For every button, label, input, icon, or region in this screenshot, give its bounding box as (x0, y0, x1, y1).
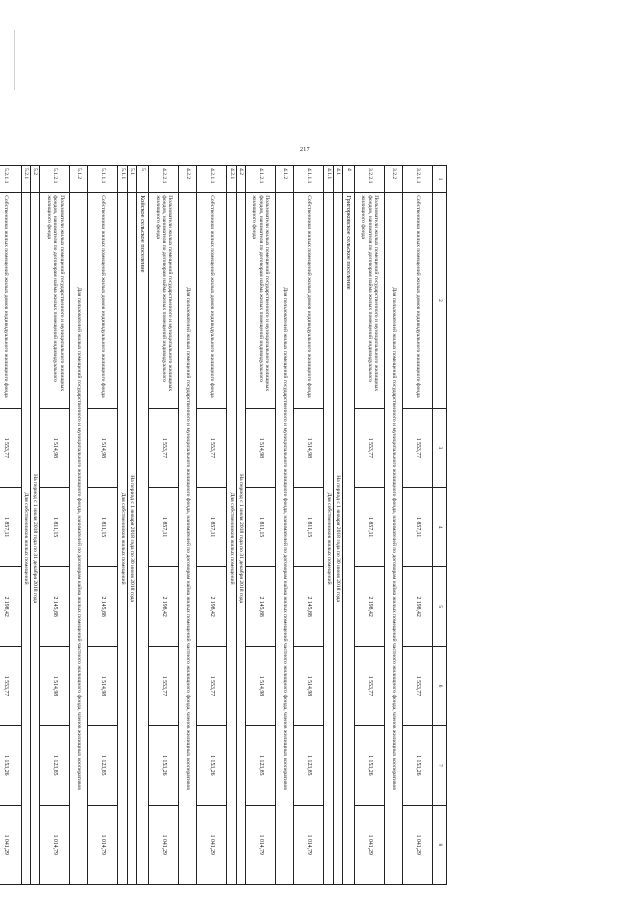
value-cell: 1 553,77 (0, 408, 21, 487)
value-cell: 1 153,26 (355, 726, 385, 805)
section-row (276, 166, 294, 885)
value-cell: 1 514,98 (246, 408, 276, 487)
row-code: 4.1.2.1 (246, 166, 276, 193)
column-header: 5 (433, 567, 447, 646)
section-row (179, 166, 197, 885)
value-cell: 1 857,11 (355, 488, 385, 567)
value-cell: 1 811,15 (294, 488, 324, 567)
row-code: 4.1 (333, 166, 342, 193)
page-number: 217 (300, 147, 310, 153)
value-cell: 1 553,77 (149, 408, 179, 487)
row-label: Собственники жилых помещений жилых домов индивидуального жилищного фонда (294, 193, 324, 408)
value-cell: 1 553,77 (0, 646, 21, 725)
row-code: 5.1.1.1 (88, 166, 118, 193)
value-cell: 1 041,29 (149, 805, 179, 884)
value-cell: 1 857,11 (403, 488, 433, 567)
value-cell: 1 811,15 (246, 488, 276, 567)
row-code: 3.2.2 (385, 166, 403, 193)
section-heading: Для пользователей жилых помещений государственного и муниципального жилищного фонда, нанимателей по договорам найма жилых помещений частного жилищного фонда, членов жилищных кооперативов (276, 193, 294, 885)
section-heading: Для пользователей жилых помещений государственного и муниципального жилищного фонда, нанимателей по договорам найма жилых помещений частного жилищного фонда, членов жилищных кооперативов (385, 193, 403, 885)
scan-edge-mark (14, 30, 15, 90)
column-number-row (433, 166, 447, 885)
row-label: Пользователи жилых помещений государственного и муниципального жилищных фондов, нанимателя по договорам найма жилых помещений индивидуального жилищного фонда (149, 193, 179, 408)
column-header: 6 (433, 646, 447, 725)
table-row (40, 166, 70, 885)
section-heading: Для пользователей жилых помещений государственного и муниципального жилищного фонда, нанимателей по договорам найма жилых помещений частного жилищного фонда, членов жилищных кооперативов (70, 193, 88, 885)
row-code: 5.1.2 (70, 166, 88, 193)
value-cell: 2 198,42 (197, 567, 227, 646)
value-cell: 1 514,98 (88, 408, 118, 487)
value-cell: 1 041,29 (197, 805, 227, 884)
column-header: 8 (433, 805, 447, 884)
section-row (127, 166, 136, 885)
rotated-table-inner (0, 165, 447, 885)
row-code: 5.1.1 (118, 166, 127, 193)
value-cell: 1 014,79 (40, 805, 70, 884)
section-heading: Для собственников жилых помещений (21, 193, 30, 885)
column-header: 4 (433, 488, 447, 567)
row-code: 4.2 (236, 166, 245, 193)
value-cell: 2 198,42 (0, 567, 21, 646)
row-code: 5.1 (127, 166, 136, 193)
value-cell: 1 514,98 (40, 646, 70, 725)
value-cell: 1 553,77 (197, 408, 227, 487)
value-cell: 2 145,88 (294, 567, 324, 646)
value-cell: 1 553,77 (149, 646, 179, 725)
row-label: Пользователи жилых помещений государственного и муниципального жилищных фондов, нанимателя по договорам найма жилых помещений индивидуального жилищного фонда (40, 193, 70, 408)
value-cell: 2 198,42 (403, 567, 433, 646)
value-cell: 2 145,88 (88, 567, 118, 646)
column-header: 3 (433, 408, 447, 487)
value-cell: 1 153,26 (403, 726, 433, 805)
table-row (149, 166, 179, 885)
table-body (0, 166, 433, 885)
value-cell: 1 553,77 (355, 408, 385, 487)
section-row (70, 166, 88, 885)
value-cell: 1 014,79 (246, 805, 276, 884)
table-row (403, 166, 433, 885)
section-row (31, 166, 40, 885)
column-header: 2 (433, 193, 447, 408)
value-cell: 1 553,77 (403, 408, 433, 487)
value-cell: 1 514,98 (294, 646, 324, 725)
value-cell: 2 145,88 (246, 567, 276, 646)
table-row (246, 166, 276, 885)
value-cell: 2 198,42 (355, 567, 385, 646)
value-cell: 1 153,26 (197, 726, 227, 805)
table-row (0, 166, 21, 885)
value-cell: 2 198,42 (149, 567, 179, 646)
value-cell: 1 553,77 (355, 646, 385, 725)
value-cell: 1 041,29 (355, 805, 385, 884)
settlement-row (343, 166, 355, 885)
section-row (118, 166, 127, 885)
row-code: 3.2.2.1 (355, 166, 385, 193)
value-cell: 1 153,26 (0, 726, 21, 805)
row-code: 5.2 (31, 166, 40, 193)
value-cell: 1 514,98 (88, 646, 118, 725)
value-cell: 1 041,29 (403, 805, 433, 884)
value-cell: 1 123,85 (88, 726, 118, 805)
section-row (227, 166, 236, 885)
row-code: 4.2.1.1 (197, 166, 227, 193)
table-row (88, 166, 118, 885)
value-cell: 1 811,15 (40, 488, 70, 567)
row-code: 4.2.1 (227, 166, 236, 193)
section-row (21, 166, 30, 885)
value-cell: 1 857,11 (0, 488, 21, 567)
value-cell: 1 811,15 (88, 488, 118, 567)
row-code: 5.2.1 (21, 166, 30, 193)
value-cell: 1 857,11 (149, 488, 179, 567)
column-header: 1 (433, 166, 447, 193)
row-code: 4.2.2 (179, 166, 197, 193)
section-row (324, 166, 333, 885)
settlement-name: Григорковское сельское поселение (343, 193, 355, 885)
section-heading: На период с 1 января 2018 года по 30 июня 2018 года (333, 193, 342, 885)
value-cell: 1 014,79 (88, 805, 118, 884)
section-heading: Для собственников жилых помещений (324, 193, 333, 885)
settlement-row (137, 166, 149, 885)
row-code: 5.1.2.1 (40, 166, 70, 193)
row-code: 4.1.1 (324, 166, 333, 193)
section-heading: Для пользователей жилых помещений государственного и муниципального жилищного фонда, нанимателей по договорам найма жилых помещений частного жилищного фонда, членов жилищных кооперативов (179, 193, 197, 885)
value-cell: 1 514,98 (294, 408, 324, 487)
value-cell: 1 123,85 (40, 726, 70, 805)
table-row (355, 166, 385, 885)
row-code: 5.2.1.1 (0, 166, 21, 193)
row-label: Пользователи жилых помещений государственного и муниципального жилищных фондов, нанимателя по договорам найма жилых помещений индивидуального жилищного фонда (355, 193, 385, 408)
value-cell: 1 123,85 (246, 726, 276, 805)
value-cell: 1 514,98 (246, 646, 276, 725)
section-heading: Для собственников жилых помещений (227, 193, 236, 885)
value-cell: 1 553,77 (197, 646, 227, 725)
row-label: Собственники жилых помещений жилых домов индивидуального жилищного фонда (0, 193, 21, 408)
table-row (197, 166, 227, 885)
section-row (236, 166, 245, 885)
column-header: 7 (433, 726, 447, 805)
section-heading: На период с 1 января 2018 года по 30 июня 2018 года (127, 193, 136, 885)
value-cell: 1 514,98 (40, 408, 70, 487)
row-label: Собственники жилых помещений жилых домов индивидуального жилищного фонда (403, 193, 433, 408)
row-code: 3.2.1.1 (403, 166, 433, 193)
section-heading: На период с 1 июля 2018 года по 31 декабря 2018 года (236, 193, 245, 885)
value-cell: 1 041,29 (0, 805, 21, 884)
value-cell: 1 857,11 (197, 488, 227, 567)
section-heading: На период с 1 июля 2018 года по 31 декабря 2018 года (31, 193, 40, 885)
row-code: 4.2.2.1 (149, 166, 179, 193)
row-code: 4.1.2 (276, 166, 294, 193)
value-cell: 1 153,26 (149, 726, 179, 805)
row-code: 4.1.1.1 (294, 166, 324, 193)
tariff-table (0, 165, 447, 885)
row-code: 5 (137, 166, 149, 193)
row-label: Пользователи жилых помещений государственного и муниципального жилищных фондов, нанимателя по договорам найма жилых помещений индивидуального жилищного фонда (246, 193, 276, 408)
section-heading: Для собственников жилых помещений (118, 193, 127, 885)
section-row (333, 166, 342, 885)
row-code: 4 (343, 166, 355, 193)
value-cell: 1 553,77 (403, 646, 433, 725)
row-label: Собственники жилых помещений жилых домов индивидуального жилищного фонда (197, 193, 227, 408)
row-label: Собственники жилых помещений жилых домов индивидуального жилищного фонда (88, 193, 118, 408)
table-row (294, 166, 324, 885)
value-cell: 2 145,88 (40, 567, 70, 646)
value-cell: 1 014,79 (294, 805, 324, 884)
section-row (385, 166, 403, 885)
settlement-name: Койское сельское поселение (137, 193, 149, 885)
value-cell: 1 123,85 (294, 726, 324, 805)
